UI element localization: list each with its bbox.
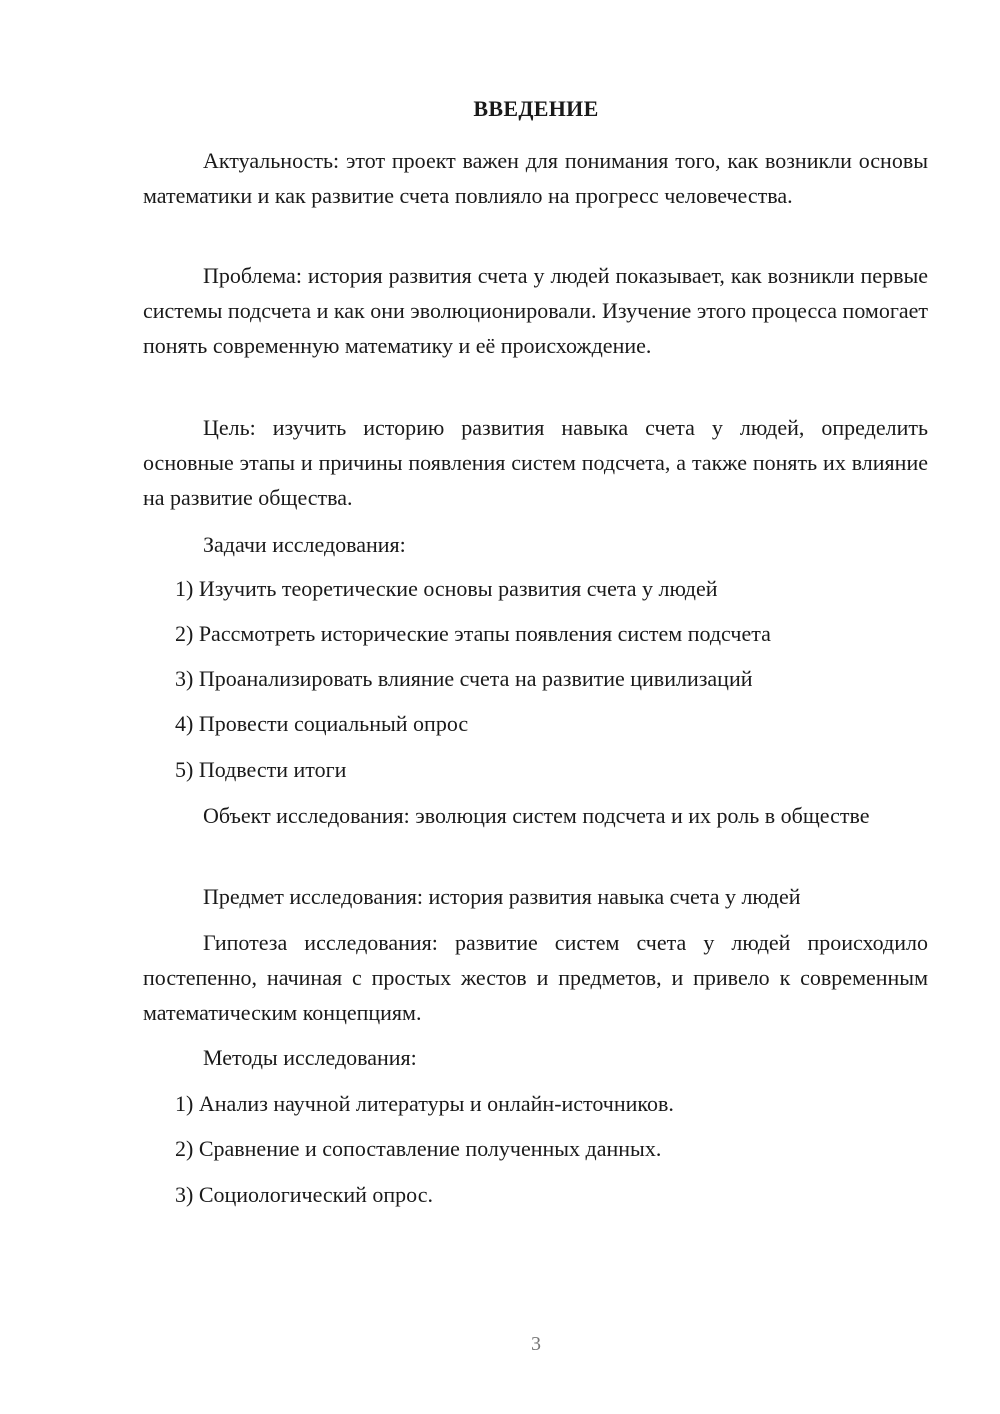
method-item: 3) Социологический опрос. [175, 1182, 433, 1207]
methods-title: Методы исследования: [203, 1045, 417, 1070]
method-item: 1) Анализ научной литературы и онлайн-источников. [175, 1091, 674, 1116]
subject-paragraph: Предмет исследования: история развития навыка счета у людей [203, 884, 801, 909]
tasks-title: Задачи исследования: [203, 532, 406, 557]
method-item: 2) Сравнение и сопоставление полученных данных. [175, 1136, 662, 1161]
task-item: 5) Подвести итоги [175, 757, 347, 782]
task-item: 2) Рассмотреть исторические этапы появления систем подсчета [175, 621, 771, 646]
problem-paragraph: Проблема: история развития счета у людей показывает, как возникли первые системы подсчета и как они эволюционировали. Изучение этого процесса помогает понять современную математику и её происхождение. [143, 263, 928, 358]
task-item: 1) Изучить теоретические основы развития счета у людей [175, 576, 718, 601]
page-number: 3 [531, 1333, 541, 1355]
object-paragraph: Объект исследования: эволюция систем подсчета и их роль в обществе [203, 803, 870, 828]
relevance-paragraph: Актуальность: этот проект важен для понимания того, как возникли основы математики и как развитие счета повлияло на прогресс человечества. [143, 148, 928, 208]
goal-paragraph: Цель: изучить историю развития навыка счета у людей, определить основные этапы и причины появления систем подсчета, а также понять их влияние на развитие общества. [143, 415, 928, 510]
page-heading: ВВЕДЕНИЕ [473, 96, 599, 121]
task-item: 4) Провести социальный опрос [175, 711, 469, 736]
task-item: 3) Проанализировать влияние счета на развитие цивилизаций [175, 666, 753, 691]
hypothesis-paragraph: Гипотеза исследования: развитие систем счета у людей происходило постепенно, начиная с простых жестов и предметов, и привело к современным математическим концепциям. [143, 930, 928, 1025]
